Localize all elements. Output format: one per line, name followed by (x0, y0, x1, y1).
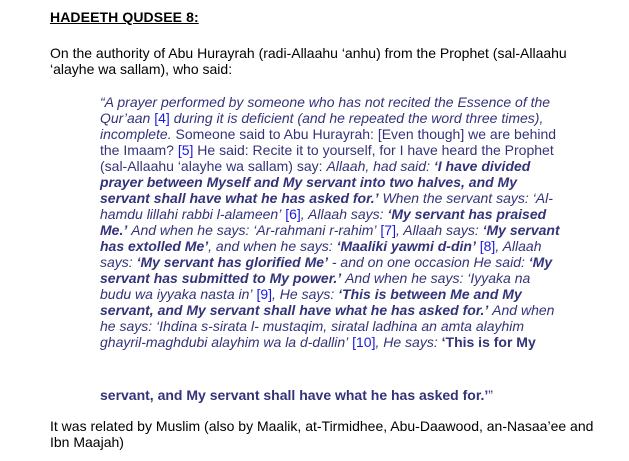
quote-text: He said: Recite it to yourself, for I have heard the Prophet (sal-Allaahu ‘alayhe wa sallam) say: (100, 142, 554, 174)
quote-text: And when he says: ‘Ihdina s-sirata l- mustaqim, siratal ladhina an amta alayhim ghayril-maghdubi alayhim wa la d-dallin’ (100, 302, 555, 350)
intro-paragraph: On the authority of Abu Hurayrah (radi-Allaahu ‘anhu) from the Prophet (sal-Allaahu ‘alayhe wa sallam), who said: (50, 45, 567, 77)
quote-text: , and when he says: (208, 238, 333, 254)
quote-bold-text: ‘My servant has extolled Me’ (100, 222, 560, 254)
footnote-ref-6[interactable]: [6] (285, 206, 301, 222)
quote-text: And when he says: ‘Iyyaka na budu wa iyyaka nasta in’ (100, 270, 531, 302)
quote-text: - and on one occasion He said: (331, 254, 525, 270)
hadith-quote-end (100, 387, 562, 403)
quote-text: , He says: (375, 334, 438, 350)
quote-text: , Allaah says: (395, 222, 479, 238)
quote-text: , He says: (272, 286, 335, 302)
quote-bold-text: servant, and My servant shall have what he has asked for.’ (100, 387, 489, 403)
footnote-ref-8[interactable]: [8] (479, 238, 496, 254)
quote-text: , Allaah says: (100, 238, 542, 270)
footnote-ref-9[interactable]: [9] (256, 286, 273, 302)
quote-text: during it is deficient (and he repeated the word three times), incomplete. (100, 110, 544, 142)
quote-bold-text: ‘I have divided prayer between Myself and My servant into two halves, and My servant shall have what he has asked for.’ (100, 158, 531, 206)
quote-text: , Allaah says: (300, 206, 384, 222)
source-note: It was related by Muslim (also by Maalik, at-Tirmidhee, Abu-Daawood, an-Nasaa’ee and Ibn Maajah) (50, 418, 594, 450)
quote-text: And when he says: ‘Ar-rahmani r-rahim’ (131, 222, 377, 238)
footnote-ref-7[interactable]: [7] (380, 222, 396, 238)
quote-text: “A prayer performed by someone who has not recited the Essence of the Qur’aan (100, 94, 551, 126)
quote-text: Allaah, had said: (326, 158, 430, 174)
footnote-ref-5[interactable]: [5] (177, 142, 194, 158)
footnote-ref-10[interactable]: [10] (352, 334, 376, 350)
quote-bold-text: ‘My servant has glorified Me’ (136, 254, 328, 270)
quote-text: Someone said to Abu Hurayrah: [Even though] we are behind the Imaam? (100, 126, 557, 158)
quote-text: When the servant says: ‘Al-hamdu lillahi rabbi l-alameen’ (100, 190, 553, 222)
quote-bold-text: ‘My servant has praised Me.’ (100, 206, 547, 238)
page-title: HADEETH QUDSEE 8: (50, 9, 199, 25)
footnote-ref-4[interactable]: [4] (154, 110, 170, 126)
quote-bold-text: ‘This is for My (441, 334, 536, 350)
quote-bold-text: ‘My servant has submitted to My power.’ (100, 254, 553, 286)
closing-quote-mark: ” (488, 387, 493, 403)
quote-bold-text: ‘This is between Me and My servant, and My servant shall have what he has asked for.’ (100, 286, 522, 318)
quote-bold-text: ‘Maaliki yawmi d-din’ (336, 238, 476, 254)
hadith-quote (100, 94, 562, 350)
